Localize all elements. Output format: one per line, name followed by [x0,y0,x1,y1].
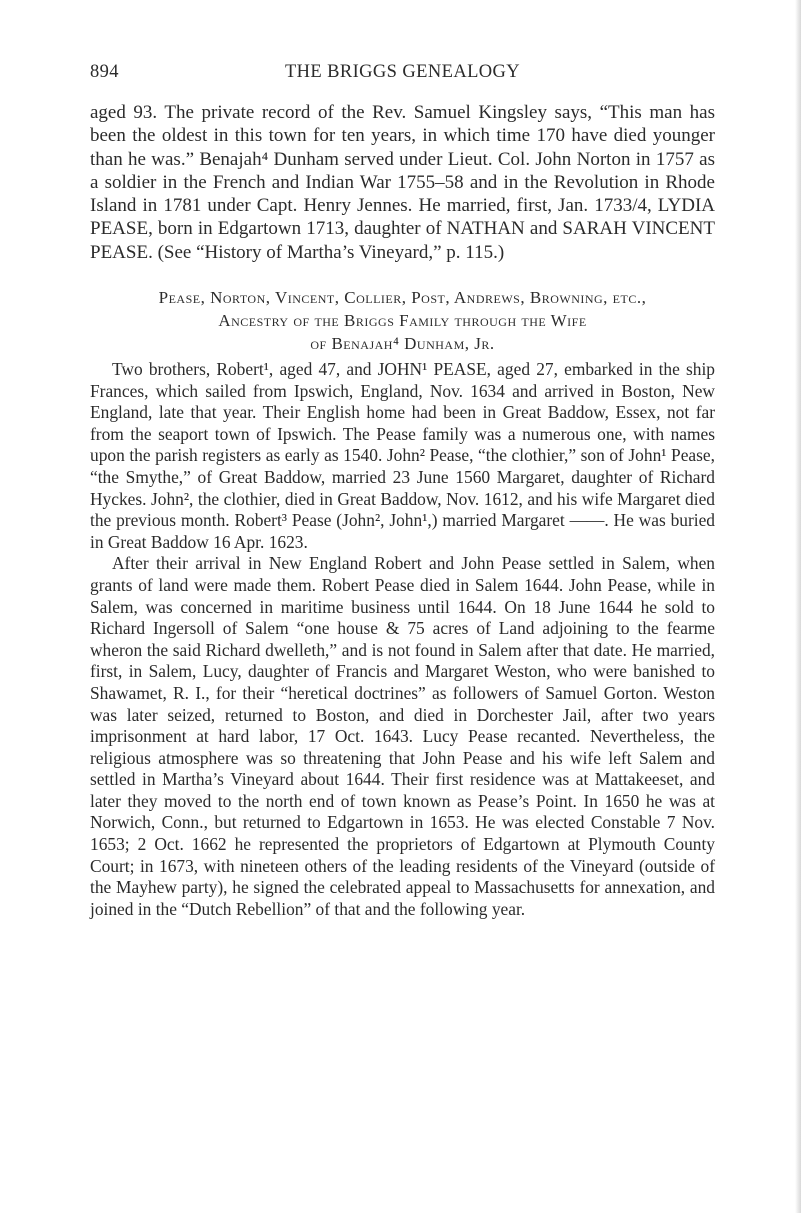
section-heading-line-1: Pease, Norton, Vincent, Collier, Post, Andrews, Browning, etc., [158,288,647,307]
intro-paragraph: aged 93. The private record of the Rev. Samuel Kingsley says, “This man has been the oldest in this town for ten years, in which time 170 have died younger than he was.” Benajah⁴ Dunham served under Lieut. Col. John Norton in 1757 as a soldier in the French and Indian War 1755–58 and in the Revolution in Rhode Island in 1781 under Capt. Henry Jennes. He married, first, Jan. 1733/4, LYDIA PEASE, born in Edgartown 1713, daughter of NATHAN and SARAH VINCENT PEASE. (See “History of Martha’s Vineyard,” p. 115.) [90,102,715,263]
section-heading [90,286,715,355]
running-title: THE BRIGGS GENEALOGY [284,62,521,82]
body-paragraph-2: After their arrival in New England Robert and John Pease settled in Salem, when grants of land were made them. Robert Pease died in Salem 1644. John Pease, while in Salem, was concerned in maritime business until 1644. On 18 June 1644 he sold to Richard Ingersoll of Salem “one house & 75 acres of Land adjoining to the fearme wheron the said Richard dwelleth,” and is not found in Salem after that date. He married, first, in Salem, Lucy, daughter of Francis and Margaret Weston, who were banished to Shawamet, R. I., for their “heretical doctrines” as followers of Samuel Gorton. Weston was later seized, returned to Boston, and died in Dorchester Jail, after two years imprisonment at hard labor, 17 Oct. 1643. Lucy Pease recanted. Nevertheless, the religious atmosphere was so threatening that John Pease and his wife left Salem and settled in Martha’s Vineyard about 1644. Their first residence was at Mattakeeset, and later they moved to the north end of town known as Pease’s Point. In 1650 he was at Norwich, Conn., but returned to Edgartown in 1653. He was elected Constable 7 Nov. 1653; 2 Oct. 1662 he represented the proprietors of Edgartown at Plymouth County Court; in 1673, with nineteen others of the leading residents of the Vineyard (outside of the Mayhew party), he signed the celebrated appeal to Massachusetts for annexation, and joined in the “Dutch Rebellion” of that and the following year. [90,553,715,919]
page-number: 894 [90,62,119,82]
body-paragraph-1: Two brothers, Robert¹, aged 47, and JOHN¹ PEASE, aged 27, embarked in the ship Frances, which sailed from Ipswich, England, Nov. 1634 and arrived in Boston, New England, late that year. Their English home had been in Great Baddow, Essex, not far from the seaport town of Ipswich. The Pease family was a numerous one, with names upon the parish registers as early as 1540. John² Pease, “the clothier,” son of John¹ Pease, “the Smythe,” of Great Baddow, married 23 June 1560 Margaret, daughter of Richard Hyckes. John², the clothier, died in Great Baddow, Nov. 1612, and his wife Margaret died the previous month. Robert³ Pease (John², John¹,) married Margaret ——. He was buried in Great Baddow 16 Apr. 1623. [90,359,715,552]
section-heading-line-3: of Benajah⁴ Dunham, Jr. [310,334,495,353]
page-edge-shadow [795,0,801,1213]
intro-paragraph-block [90,101,715,264]
body-text [90,359,715,920]
section-heading-line-2: Ancestry of the Briggs Family through the Wife [218,311,587,330]
page-header [90,62,715,86]
